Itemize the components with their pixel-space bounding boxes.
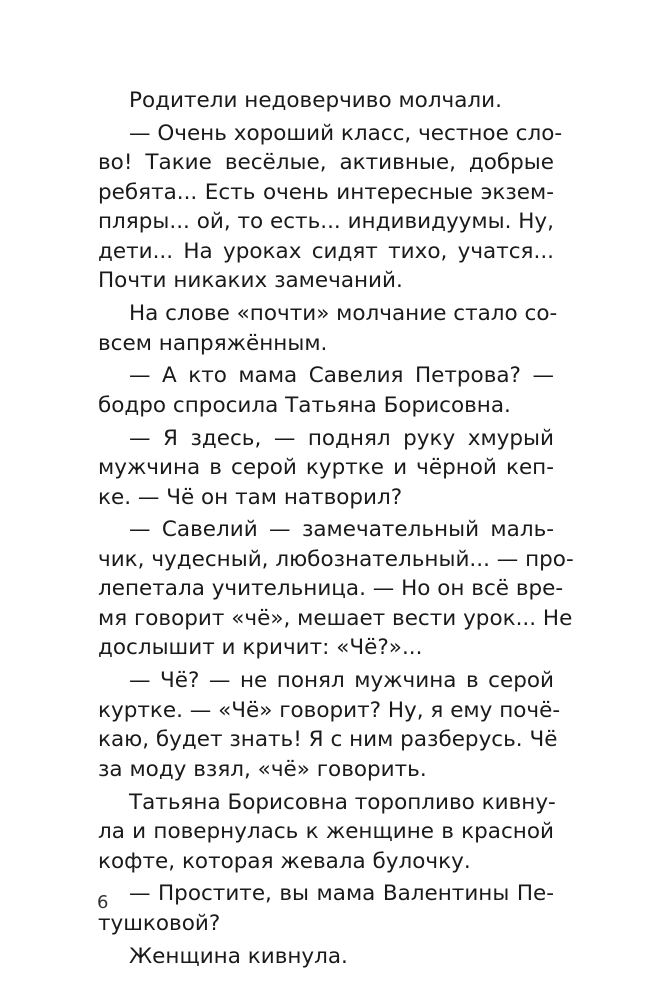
- text-line: Родители недоверчиво молчали.: [129, 88, 502, 113]
- text-line: кофте, которая жевала булочку.: [98, 848, 471, 874]
- text-line: — А кто мама Савелия Петрова? —: [129, 363, 554, 389]
- text-line: Почти никаких замечаний.: [98, 268, 403, 294]
- page-number: 6: [97, 892, 109, 913]
- page-text: [98, 86, 574, 971]
- text-line: за моду взял, «чё» говорить.: [98, 756, 427, 782]
- text-line: Татьяна Борисовна торопливо кивну-: [129, 789, 556, 815]
- text-line: бодро спросила Татьяна Борисовна.: [98, 392, 511, 418]
- text-line: На слове «почти» молчание стало со-: [129, 301, 558, 327]
- text-line: ла и повернулась к женщине в красной: [98, 819, 554, 845]
- text-line: Женщина кивнула.: [129, 943, 348, 969]
- text-line: лепетала учительница. — Но он всё вре-: [98, 576, 564, 602]
- text-line: — Я здесь, — поднял руку хмурый: [129, 425, 554, 451]
- text-line: мя говорит «чё», мешает вести урок... Не: [98, 605, 573, 631]
- text-line: пляры... ой, то есть... индивидуумы. Ну,: [98, 209, 554, 235]
- text-line: во! Такие весёлые, активные, добрые: [98, 150, 554, 176]
- text-line: ребята... Есть очень интересные экзем-: [98, 179, 554, 205]
- text-line: всем напряжённым.: [98, 330, 328, 356]
- text-line: куртке. — «Чё» говорит? Ну, я ему почё-: [98, 697, 561, 723]
- text-line: — Очень хороший класс, честное сло-: [129, 120, 563, 146]
- text-line: каю, будет знать! Я с ним разберусь. Чё: [98, 727, 558, 753]
- text-line: чик, чудесный, любознательный... — про-: [98, 546, 574, 572]
- text-line: дети... На уроках сидят тихо, учатся...: [98, 238, 554, 264]
- text-line: тушковой?: [98, 910, 221, 936]
- text-line: дослышит и кричит: «Чё?»...: [98, 635, 423, 661]
- text-line: ке. — Чё он там натворил?: [98, 484, 403, 510]
- text-line: мужчина в серой куртке и чёрной кеп-: [98, 455, 554, 481]
- text-line: — Чё? — не понял мужчина в серой: [129, 668, 554, 694]
- text-line: — Простите, вы мама Валентины Пе-: [129, 881, 554, 907]
- text-line: — Савелий — замечательный маль-: [129, 517, 554, 543]
